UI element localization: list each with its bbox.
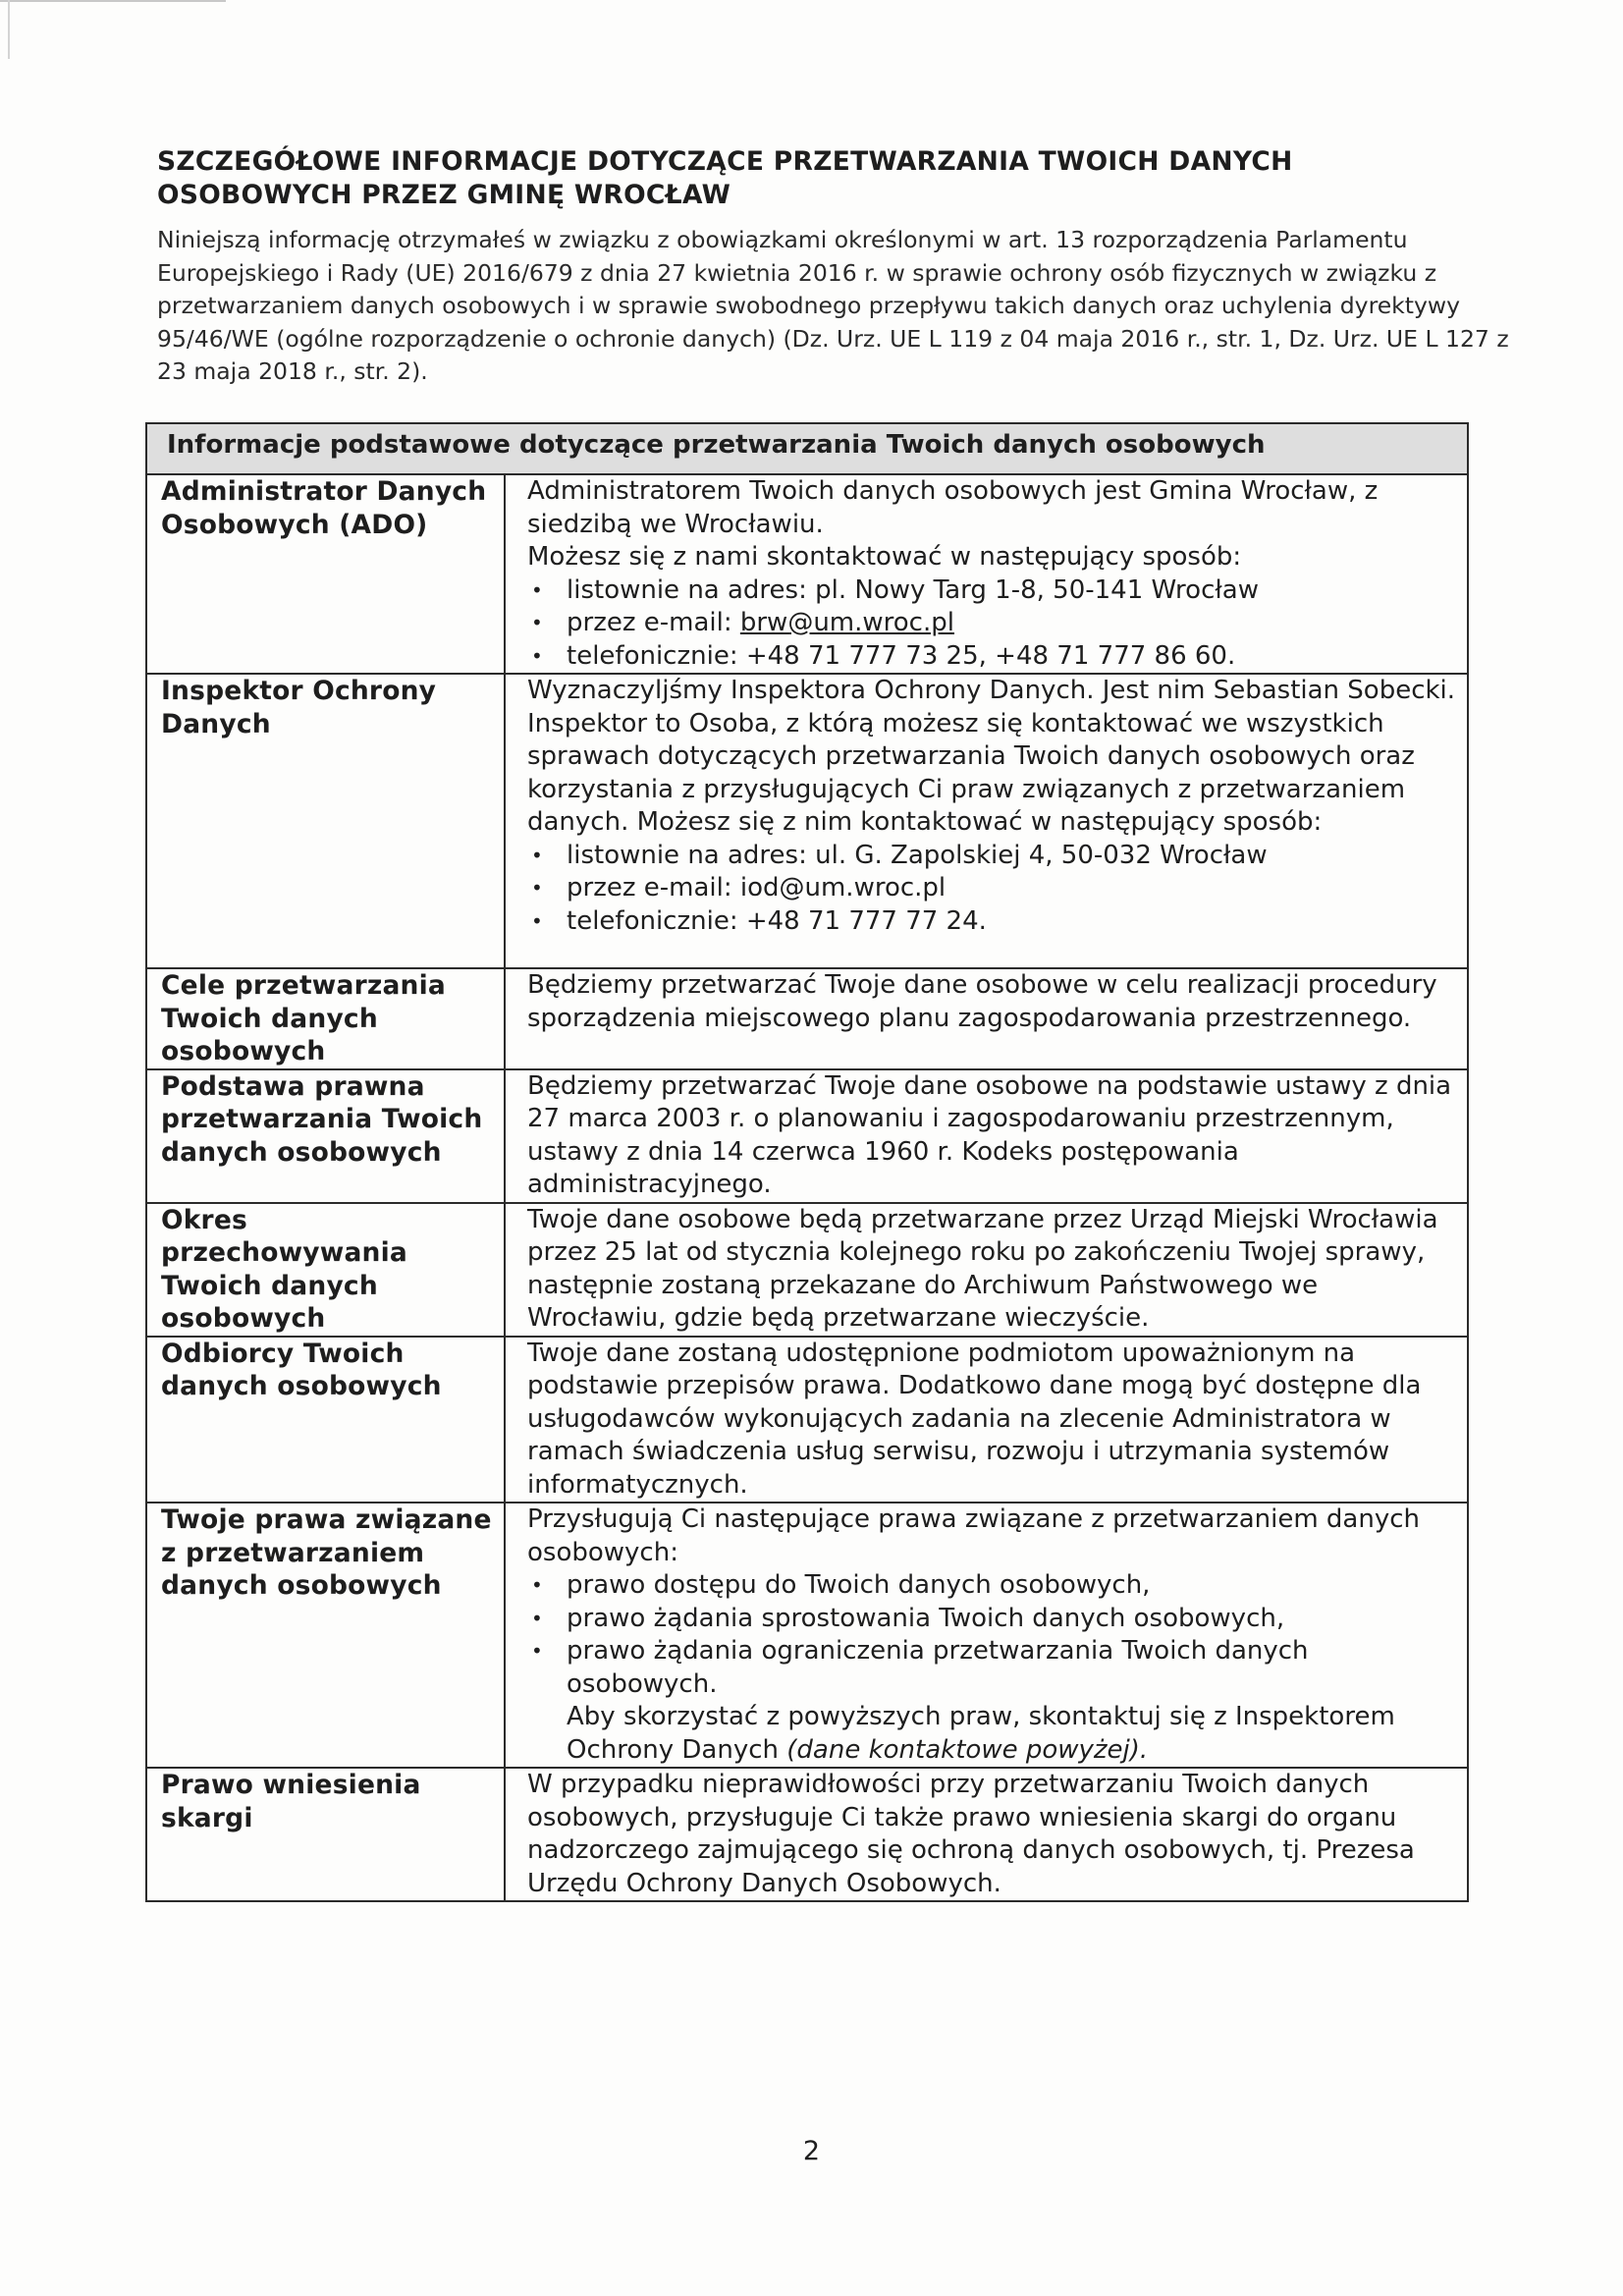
table-row-podstawa	[146, 1069, 1468, 1203]
content-inspektor	[505, 674, 1468, 968]
prawa-bullet-sprostowanie: • prawo żądania sprostowania Twoich danych osobowych,	[527, 1603, 1457, 1636]
content-skarga	[505, 1768, 1468, 1901]
prawa-bullet-dostep: • prawo dostępu do Twoich danych osobowych,	[527, 1569, 1457, 1603]
table-header: Informacje podstawowe dotyczące przetwarzania Twoich danych osobowych	[146, 423, 1468, 474]
label-administrator: Administrator Danych Osobowych (ADO)	[146, 474, 505, 674]
page-number: 2	[802, 2136, 821, 2166]
table-row-administrator	[146, 474, 1468, 674]
inspektor-contact-list	[527, 840, 1457, 939]
scan-artifact-left	[8, 0, 10, 59]
administrator-text-1: Administratorem Twoich danych osobowych jest Gmina Wrocław, z siedzibą we Wrocławiu.	[527, 476, 1379, 539]
table-row-okres	[146, 1203, 1468, 1337]
content-administrator	[505, 474, 1468, 674]
intro-paragraph: Niniejszą informację otrzymałeś w związku z obowiązkami określonymi w art. 13 rozporządzenia Parlamentu Europejskiego i Rady (UE) 2016/679 z dnia 27 kwietnia 2016 r. w sprawie ochrony osób fizycznych w związku z przetwarzaniem danych osobowych i w sprawie swobodnego przepływu takich danych oraz uchylenia dyrektywy 95/46/WE (ogólne rozporządzenie o ochronie danych) (Dz. Urz. UE L 119 z 04 maja 2016 r., str. 1, Dz. Urz. UE L 127 z 23 maja 2018 r., str. 2).	[157, 226, 1509, 385]
administrator-bullet-address: • listownie na adres: pl. Nowy Targ 1-8, 50-141 Wrocław	[527, 574, 1457, 608]
info-table	[145, 422, 1469, 1902]
scan-artifact-top	[0, 0, 226, 2]
email-link[interactable]: brw@um.wroc.pl	[739, 608, 954, 637]
cele-text: Będziemy przetwarzać Twoje dane osobowe w celu realizacji procedury sporządzenia miejscowego planu zagospodarowania przestrzennego.	[527, 970, 1437, 1033]
inspektor-text: Wyznaczyljśmy Inspektora Ochrony Danych. Jest nim Sebastian Sobecki. Inspektor to Osoba, z którą możesz się kontaktować we wszystkich sprawach dotyczących przetwarzania Twoich danych osobowych oraz korzystania z przysługujących Ci praw związanych z przetwarzaniem danych. Możesz się z nim kontaktować w następujący sposób:	[527, 676, 1456, 837]
inspektor-bullet-phone: • telefonicznie: +48 71 777 77 24.	[527, 905, 1457, 939]
content-podstawa	[505, 1069, 1468, 1203]
inspektor-bullet-email: • przez e-mail: iod@um.wroc.pl	[527, 872, 1457, 905]
prawa-note	[527, 1701, 1457, 1767]
inspektor-bullet-address: • listownie na adres: ul. G. Zapolskiej 4, 50-032 Wrocław	[527, 840, 1457, 873]
table-row-inspektor	[146, 674, 1468, 968]
table-row-odbiorcy	[146, 1337, 1468, 1503]
administrator-contact-list	[527, 574, 1457, 674]
administrator-bullet-email	[527, 607, 1457, 640]
table-row-prawa	[146, 1503, 1468, 1768]
email-prefix: przez e-mail:	[567, 608, 740, 637]
heading-line-2: OSOBOWYCH PRZEZ GMINĘ WROCŁAW	[157, 180, 731, 210]
content-cele	[505, 968, 1468, 1069]
content-prawa	[505, 1503, 1468, 1768]
document-heading	[157, 145, 1473, 212]
administrator-bullet-phone: • telefonicznie: +48 71 777 73 25, +48 71 777 86 60.	[527, 640, 1457, 674]
table-row-skarga	[146, 1768, 1468, 1901]
podstawa-text: Będziemy przetwarzać Twoje dane osobowe na podstawie ustawy z dnia 27 marca 2003 r. o planowaniu i zagospodarowaniu przestrzennym, ustawy z dnia 14 czerwca 1960 r. Kodeks postępowania administracyjnego.	[527, 1070, 1452, 1199]
label-odbiorcy: Odbiorcy Twoich danych osobowych	[146, 1337, 505, 1503]
label-inspektor: Inspektor Ochrony Danych	[146, 674, 505, 968]
okres-text: Twoje dane osobowe będą przetwarzane przez Urząd Miejski Wrocławia przez 25 lat od stycznia kolejnego roku po zakończeniu Twojej sprawy, następnie zostaną przekazane do Archiwum Państwowego we Wrocławiu, gdzie będą przetwarzane wieczyście.	[527, 1204, 1438, 1333]
prawa-note-text: Aby skorzystać z powyższych praw, skontaktuj się z Inspektorem Ochrony Danych	[567, 1702, 1395, 1765]
content-odbiorcy	[505, 1337, 1468, 1503]
prawa-list	[527, 1569, 1457, 1701]
heading-line-1: SZCZEGÓŁOWE INFORMACJE DOTYCZĄCE PRZETWARZANIA TWOICH DANYCH	[157, 146, 1293, 177]
label-prawa: Twoje prawa związane z przetwarzaniem danych osobowych	[146, 1503, 505, 1768]
prawa-note-italic: (dane kontaktowe powyżej).	[786, 1734, 1149, 1765]
prawa-bullet-ograniczenie: • prawo żądania ograniczenia przetwarzania Twoich danych osobowych.	[527, 1635, 1457, 1701]
label-okres: Okres przechowywania Twoich danych osobowych	[146, 1203, 505, 1337]
label-skarga: Prawo wniesienia skargi	[146, 1768, 505, 1901]
table-row-cele	[146, 968, 1468, 1069]
odbiorcy-text: Twoje dane zostaną udostępnione podmiotom upoważnionym na podstawie przepisów prawa. Dodatkowo dane mogą być dostępne dla usługodawców wykonujących zadania na zlecenie Administratora w ramach świadczenia usług serwisu, rozwoju i utrzymania systemów informatycznych.	[527, 1338, 1422, 1500]
content-okres	[505, 1203, 1468, 1337]
label-podstawa: Podstawa prawna przetwarzania Twoich danych osobowych	[146, 1069, 505, 1203]
label-cele: Cele przetwarzania Twoich danych osobowych	[146, 968, 505, 1069]
skarga-text: W przypadku nieprawidłowości przy przetwarzaniu Twoich danych osobowych, przysługuje Ci także prawo wniesienia skargi do organu nadzorczego zajmującego się ochroną danych osobowych, tj. Prezesa Urzędu Ochrony Danych Osobowych.	[527, 1770, 1415, 1898]
prawa-text: Przysługują Ci następujące prawa związane z przetwarzaniem danych osobowych:	[527, 1504, 1420, 1567]
administrator-text-2: Możesz się z nami skontaktować w następujący sposób:	[527, 542, 1242, 572]
